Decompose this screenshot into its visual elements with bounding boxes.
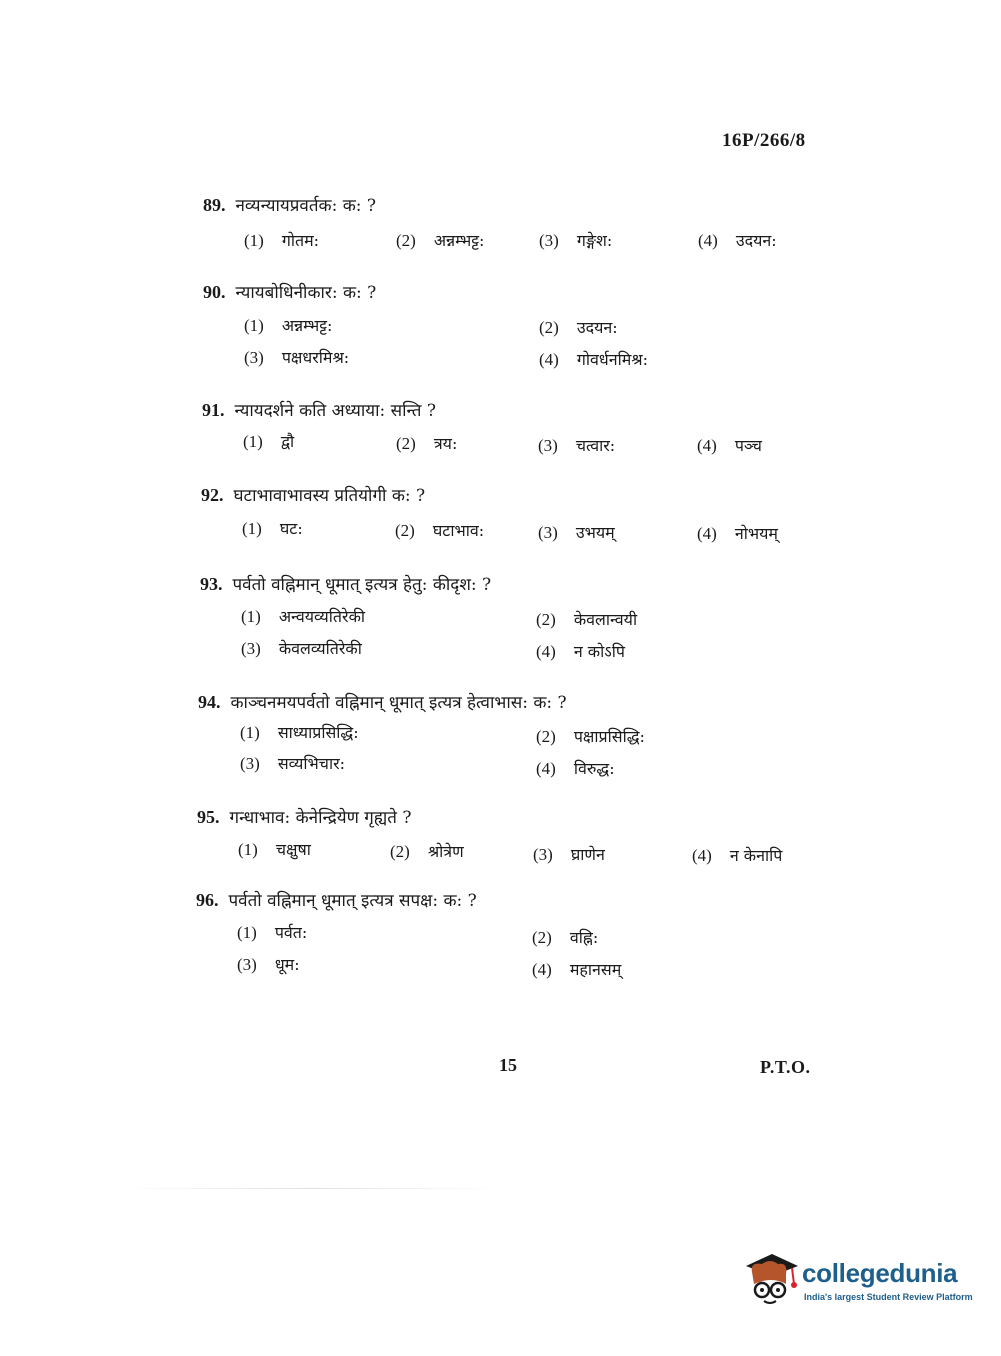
- option-2: (2) पक्षाप्रसिद्धि:: [536, 727, 645, 746]
- question-text: नव्यन्यायप्रवर्तक: क: ?: [235, 196, 377, 216]
- question-text: काञ्चनमयपर्वतो वह्निमान् धूमात् इत्यत्र हेत्वाभास: क: ?: [230, 693, 567, 713]
- question-text: घटाभावाभावस्य प्रतियोगी क: ?: [233, 486, 426, 506]
- option-3: (3) चत्वार:: [538, 436, 616, 455]
- option-2: (2) केवलान्वयी: [536, 610, 638, 629]
- option-1: (1) अन्नम्भट्ट:: [244, 316, 333, 335]
- option-4: (4) महानसम्: [532, 960, 622, 979]
- question-number: 93.: [200, 574, 223, 594]
- option-1: (1) अन्वयव्यतिरेकी: [241, 607, 366, 626]
- question-text: पर्वतो वह्निमान् धूमात् इत्यत्र हेतु: कीदृश: ?: [232, 575, 492, 595]
- pto-label: P.T.O.: [760, 1057, 811, 1077]
- option-3: (3) गङ्गेश:: [539, 231, 613, 250]
- option-3: (3) धूम:: [237, 955, 300, 974]
- option-4: (4) पञ्च: [697, 436, 762, 455]
- brand-tagline: India's largest Student Review Platform: [804, 1292, 973, 1302]
- option-3: (3) घ्राणेन: [533, 845, 605, 864]
- option-2: (2) अन्नम्भट्ट:: [396, 231, 485, 250]
- option-1: (1) द्वौ: [243, 432, 295, 451]
- question-number: 92.: [201, 485, 224, 505]
- option-1: (1) चक्षुषा: [238, 840, 311, 859]
- scan-artifact-line: [120, 1188, 500, 1189]
- option-2: (2) श्रोत्रेण: [390, 842, 464, 861]
- option-4: (4) न कोऽपि: [536, 642, 625, 661]
- option-1: (1) घट:: [242, 519, 303, 538]
- option-2: (2) त्रय:: [396, 434, 458, 453]
- graduate-mascot-icon: [742, 1250, 800, 1308]
- option-3: (3) सव्यभिचार:: [240, 754, 346, 773]
- question-text: गन्धाभाव: केनेन्द्रियेण गृह्यते ?: [229, 808, 412, 828]
- option-3: (3) उभयम्: [538, 523, 615, 542]
- option-3: (3) पक्षधरमिश्र:: [244, 348, 350, 367]
- brand-name: collegedunia: [802, 1258, 958, 1288]
- question-number: 90.: [203, 282, 226, 302]
- question-text: पर्वतो वह्निमान् धूमात् इत्यत्र सपक्ष: क: ?: [228, 891, 477, 911]
- option-3: (3) केवलव्यतिरेकी: [241, 639, 362, 658]
- question-number: 95.: [197, 807, 220, 827]
- question-number: 89.: [203, 195, 226, 215]
- option-2: (2) वह्नि:: [532, 928, 599, 947]
- question-number: 91.: [202, 400, 225, 420]
- collegedunia-watermark: [742, 1250, 973, 1310]
- question-number: 96.: [196, 890, 219, 910]
- option-4: (4) उदयन:: [698, 231, 777, 250]
- option-2: (2) घटाभाव:: [395, 521, 485, 540]
- paper-code: 16P/266/8: [722, 130, 806, 151]
- option-4: (4) न केनापि: [692, 846, 783, 865]
- question-text: न्यायबोधिनीकार: क: ?: [235, 283, 377, 303]
- option-2: (2) उदयन:: [539, 318, 618, 337]
- option-1: (1) साध्याप्रसिद्धि:: [240, 723, 359, 742]
- option-4: (4) नोभयम्: [697, 524, 778, 543]
- option-1: (1) पर्वत:: [237, 923, 308, 942]
- option-4: (4) गोवर्धनमिश्र:: [539, 350, 649, 369]
- page-number: 15: [499, 1055, 517, 1075]
- question-number: 94.: [198, 692, 221, 712]
- option-1: (1) गोतम:: [244, 231, 320, 250]
- option-4: (4) विरुद्ध:: [536, 759, 615, 778]
- question-text: न्यायदर्शने कति अध्याया: सन्ति ?: [234, 401, 436, 421]
